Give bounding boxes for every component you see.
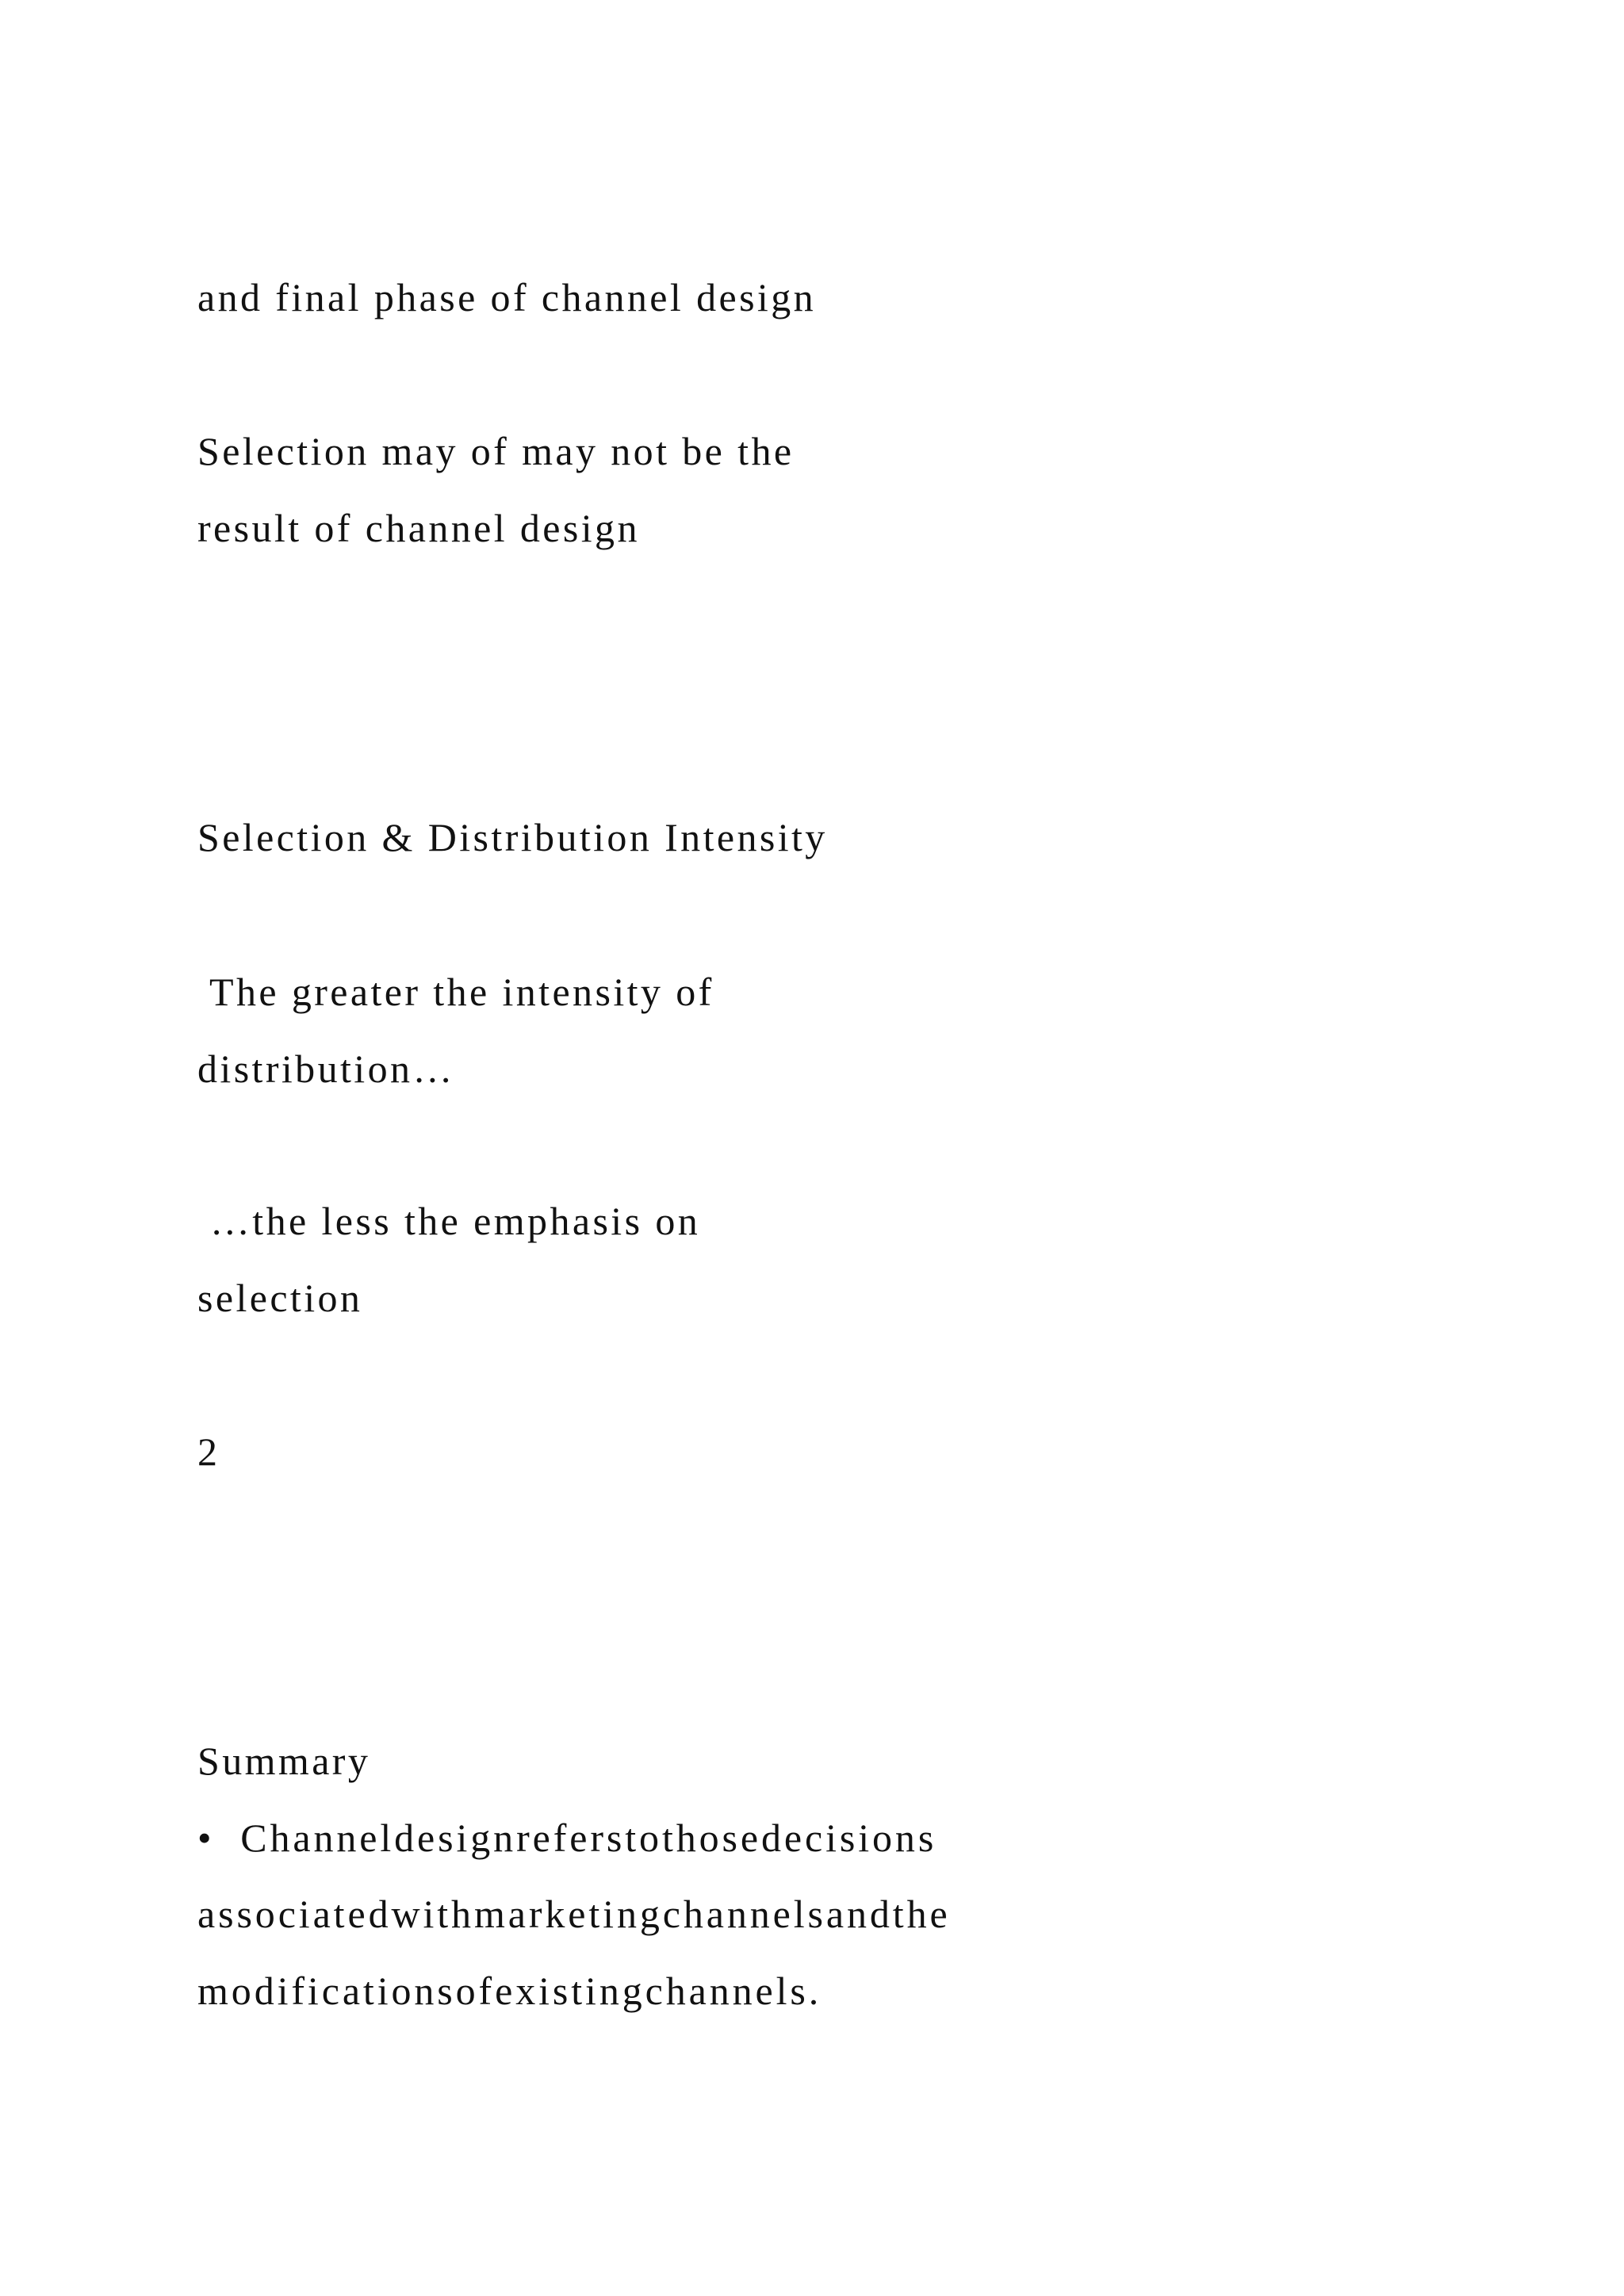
summary-heading: Summary <box>197 1739 371 1783</box>
page-number: 2 <box>197 1429 220 1474</box>
summary-bullet-line-3: modificationsofexistingchannels. <box>197 1969 822 2013</box>
text-line-6: distribution… <box>197 1047 455 1091</box>
text-line-5: The greater the intensity of <box>197 970 714 1014</box>
text-line-2: Selection may of may not be the <box>197 429 795 473</box>
summary-bullet-line-2: associatedwithmarketingchannelsandthe <box>197 1892 951 1936</box>
text-line-7: …the less the emphasis on <box>197 1199 701 1243</box>
text-line-3: result of channel design <box>197 506 640 550</box>
summary-bullet-line-1: • Channeldesignreferstothosedecisions <box>197 1816 937 1860</box>
text-line-8: selection <box>197 1276 363 1320</box>
text-line-1: and final phase of channel design <box>197 275 817 320</box>
section-heading: Selection & Distribution Intensity <box>197 815 828 859</box>
